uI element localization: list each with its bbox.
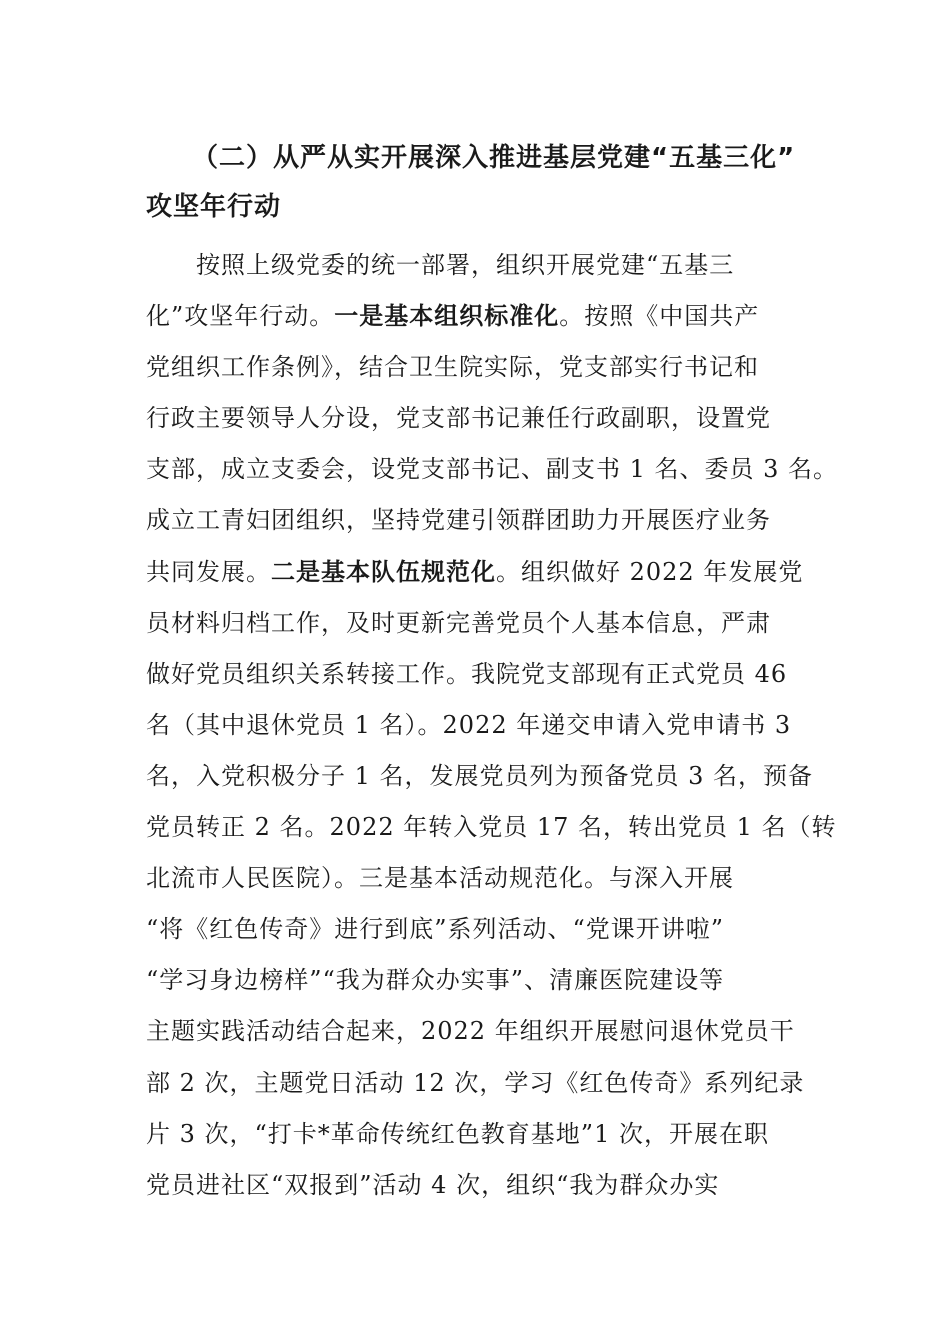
line-text: 化”攻坚年行动。 — [146, 302, 335, 331]
section-title-line-2: 攻坚年行动 — [146, 192, 282, 222]
line-text: 。组织做好 2022 年发展党 — [496, 557, 804, 586]
paragraph-line: 行政主要领导人分设，党支部书记兼任行政副职，设置党 — [146, 404, 771, 433]
paragraph-line — [146, 547, 826, 598]
paragraph-line — [146, 291, 826, 342]
paragraph-line: 党员进社区“双报到”活动 4 次，组织“我为群众办实 — [146, 1170, 720, 1199]
emphasis-text: 一是基本组织标准化 — [334, 302, 560, 331]
paragraph-line: 员材料归档工作，及时更新完善党员个人基本信息，严肃 — [146, 608, 771, 637]
paragraph-line: 按照上级党委的统一部署，组织开展党建“五基三 — [196, 251, 735, 279]
paragraph-line: 成立工青妇团组织，坚持党建引领群团助力开展医疗业务 — [146, 506, 771, 535]
paragraph-line: 部 2 次，主题党日活动 12 次，学习《红色传奇》系列纪录 — [146, 1068, 805, 1097]
paragraph-line: 支部，成立支委会，设党支部书记、副支书 1 名、委员 3 名。 — [146, 455, 839, 484]
paragraph-line: 党组织工作条例》，结合卫生院实际，党支部实行书记和 — [146, 353, 759, 382]
paragraph-line: “学习身边榜样”“我为群众办实事”、清廉医院建设等 — [146, 966, 725, 995]
emphasis-text: 二是基本队伍规范化 — [271, 557, 496, 586]
paragraph-line: 北流市人民医院）。三是基本活动规范化。与深入开展 — [146, 864, 734, 893]
line-text: 共同发展。 — [146, 557, 271, 586]
line-text: 。按照《中国共产 — [559, 302, 760, 331]
paragraph-line: 名，入党积极分子 1 名，发展党员列为预备党员 3 名，预备 — [146, 761, 814, 790]
body-paragraph — [146, 240, 839, 1211]
paragraph-line: 主题实践活动结合起来，2022 年组织开展慰问退休党员干 — [146, 1017, 795, 1046]
paragraph-line: 党员转正 2 名。2022 年转入党员 17 名，转出党员 1 名（转 — [146, 813, 837, 842]
paragraph-line: “将《红色传奇》进行到底”系列活动、“党课开讲啦” — [146, 915, 725, 944]
paragraph-line: 片 3 次，“打卡*革命传统红色教育基地”1 次，开展在职 — [146, 1119, 769, 1148]
paragraph-line: 名（其中退休党员 1 名）。2022 年递交申请入党申请书 3 — [146, 710, 792, 739]
paragraph-line: 做好党员组织关系转接工作。我院党支部现有正式党员 46 — [146, 659, 788, 688]
section-title-line-1: （二）从严从实开展深入推进基层党建“五基三化” — [192, 143, 796, 173]
